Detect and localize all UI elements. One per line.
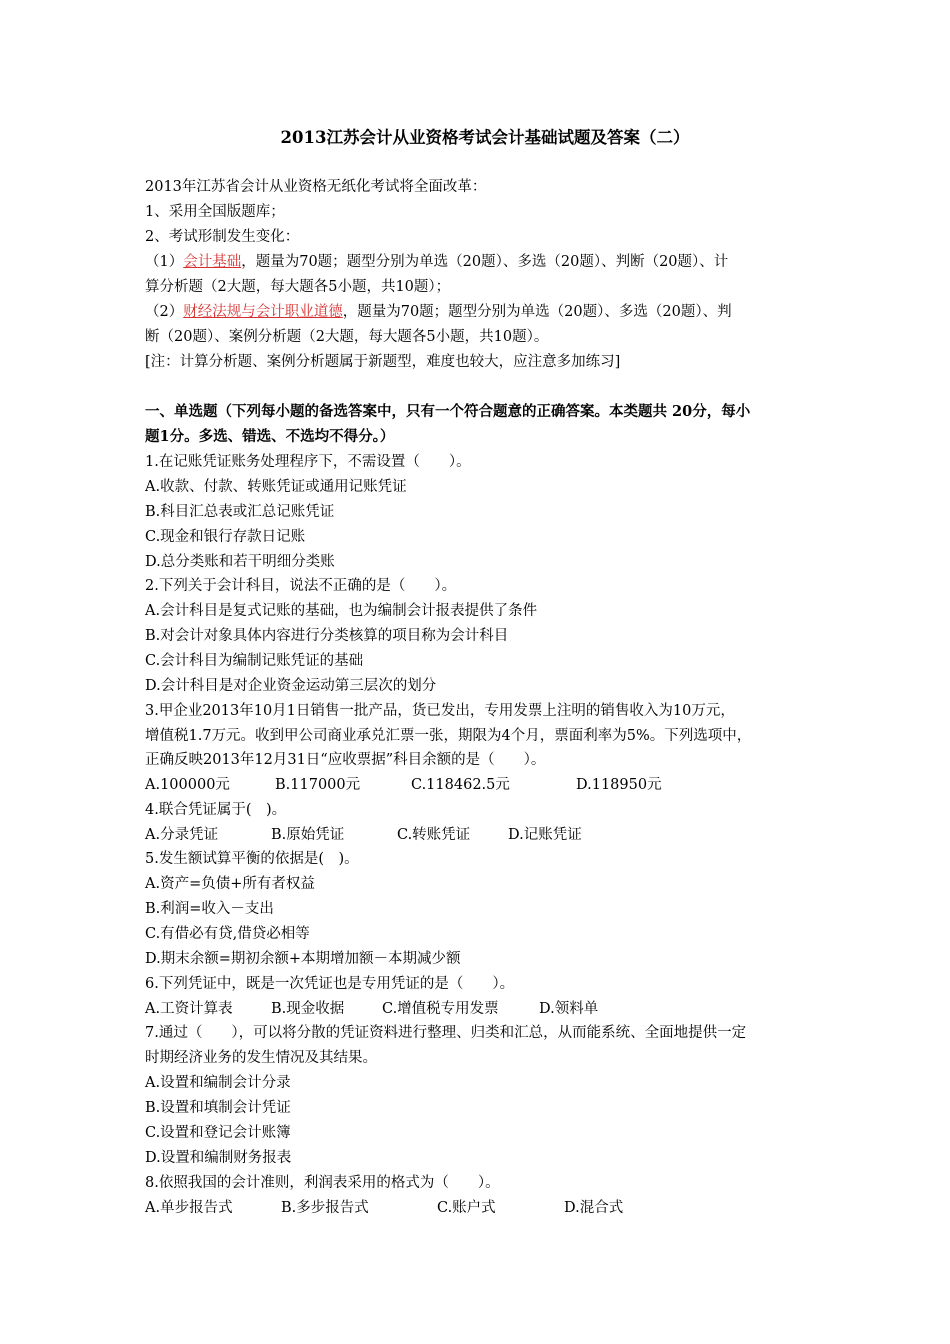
q4-options xyxy=(145,824,825,846)
q6-options xyxy=(145,998,825,1020)
question-8: 8.依照我国的会计准则，利润表采用的格式为（ ）。 xyxy=(145,1175,500,1191)
section-heading: 一、单选题（下列每小题的备选答案中，只有一个符合题意的正确答案。本类题共 20分，每小 xyxy=(145,403,751,420)
intro-note: [注：计算分析题、案例分析题属于新题型，难度也较大，应注意多加练习] xyxy=(145,354,621,370)
q8-option-a: A.单步报告式 xyxy=(145,1200,233,1216)
q1-option-a: A.收款、付款、转账凭证或通用记账凭证 xyxy=(145,479,407,495)
intro-item-2 xyxy=(145,301,732,323)
intro-item-prefix: （1） xyxy=(145,254,184,270)
intro-item-2-cont: 断（20题）、案例分析题（2大题，每大题各5小题，共10题）。 xyxy=(145,329,549,345)
finance-law-ethics-link[interactable]: 财经法规与会计职业道德 xyxy=(183,304,343,320)
q3-options xyxy=(145,774,825,796)
question-4: 4.联合凭证属于( )。 xyxy=(145,802,287,818)
intro-item-1-cont: 算分析题（2大题，每大题各5小题，共10题）； xyxy=(145,279,451,295)
q7-option-a: A.设置和编制会计分录 xyxy=(145,1075,291,1091)
q5-option-c: C.有借必有贷,借贷必相等 xyxy=(145,926,310,942)
q6-option-b: B.现金收据 xyxy=(271,1001,345,1017)
q1-option-d: D.总分类账和若干明细分类账 xyxy=(145,554,335,570)
section-heading-cont: 题1分。多选、错选、不选均不得分。） xyxy=(145,428,395,445)
question-5: 5.发生额试算平衡的依据是( )。 xyxy=(145,851,359,867)
q8-option-d: D.混合式 xyxy=(564,1200,624,1216)
intro-line: 2、考试形制发生变化： xyxy=(145,229,300,245)
q2-option-d: D.会计科目是对企业资金运动第三层次的划分 xyxy=(145,678,437,694)
intro-line: 1、采用全国版题库； xyxy=(145,204,285,220)
question-3: 3.甲企业2013年10月1日销售一批产品，货已发出，专用发票上注明的销售收入为10万元， xyxy=(145,703,735,719)
intro-item-text: ，题量为70题；题型分别为单选（20题）、多选（20题）、判断（20题）、计 xyxy=(241,254,729,270)
intro-line: 2013年江苏省会计从业资格无纸化考试将全面改革： xyxy=(145,179,487,195)
q4-option-b: B.原始凭证 xyxy=(271,827,345,843)
question-7: 7.通过（ ），可以将分散的凭证资料进行整理、归类和汇总，从而能系统、全面地提供一定 xyxy=(145,1025,747,1041)
q3-option-a: A.100000元 xyxy=(145,777,230,793)
document-title: 2013江苏会计从业资格考试会计基础试题及答案（二） xyxy=(280,128,690,147)
q1-option-c: C.现金和银行存款日记账 xyxy=(145,529,306,545)
q4-option-a: A.分录凭证 xyxy=(145,827,219,843)
question-3-cont: 正确反映2013年12月31日“应收票据”科目余额的是（ ）。 xyxy=(145,752,546,768)
q8-option-b: B.多步报告式 xyxy=(281,1200,369,1216)
intro-item-1 xyxy=(145,251,728,273)
q6-option-c: C.增值税专用发票 xyxy=(382,1001,499,1017)
q2-option-b: B.对会计对象具体内容进行分类核算的项目称为会计科目 xyxy=(145,628,509,644)
q7-option-b: B.设置和填制会计凭证 xyxy=(145,1100,291,1116)
q2-option-c: C.会计科目为编制记账凭证的基础 xyxy=(145,653,364,669)
q4-option-c: C.转账凭证 xyxy=(397,827,471,843)
q7-option-d: D.设置和编制财务报表 xyxy=(145,1150,292,1166)
intro-item-text: ，题量为70题；题型分别为单选（20题）、多选（20题）、判 xyxy=(342,304,732,320)
question-1: 1.在记账凭证账务处理程序下，不需设置（ ）。 xyxy=(145,454,471,470)
q4-option-d: D.记账凭证 xyxy=(508,827,582,843)
q3-option-d: D.118950元 xyxy=(576,777,662,793)
accounting-basics-link[interactable]: 会计基础 xyxy=(183,254,242,270)
q5-option-d: D.期末余额=期初余额+本期增加额－本期减少额 xyxy=(145,951,461,967)
q5-option-b: B.利润=收入－支出 xyxy=(145,901,274,917)
q2-option-a: A.会计科目是复式记账的基础，也为编制会计报表提供了条件 xyxy=(145,603,538,619)
q7-option-c: C.设置和登记会计账簿 xyxy=(145,1125,291,1141)
question-2: 2.下列关于会计科目，说法不正确的是（ ）。 xyxy=(145,578,457,594)
q1-option-b: B.科目汇总表或汇总记账凭证 xyxy=(145,504,335,520)
intro-item-prefix: （2） xyxy=(145,304,184,320)
question-6: 6.下列凭证中，既是一次凭证也是专用凭证的是（ ）。 xyxy=(145,976,515,992)
q6-option-a: A.工资计算表 xyxy=(145,1001,233,1017)
question-3-cont: 增值税1.7万元。收到甲公司商业承兑汇票一张，期限为4个月，票面利率为5%。下列选项中， xyxy=(145,728,752,744)
q3-option-c: C.118462.5元 xyxy=(411,777,510,793)
q5-option-a: A.资产=负债+所有者权益 xyxy=(145,876,315,892)
q8-option-c: C.账户式 xyxy=(437,1200,496,1216)
question-7-cont: 时期经济业务的发生情况及其结果。 xyxy=(145,1050,377,1066)
q3-option-b: B.117000元 xyxy=(275,777,361,793)
q6-option-d: D.领料单 xyxy=(539,1001,599,1017)
q8-options xyxy=(145,1197,825,1219)
